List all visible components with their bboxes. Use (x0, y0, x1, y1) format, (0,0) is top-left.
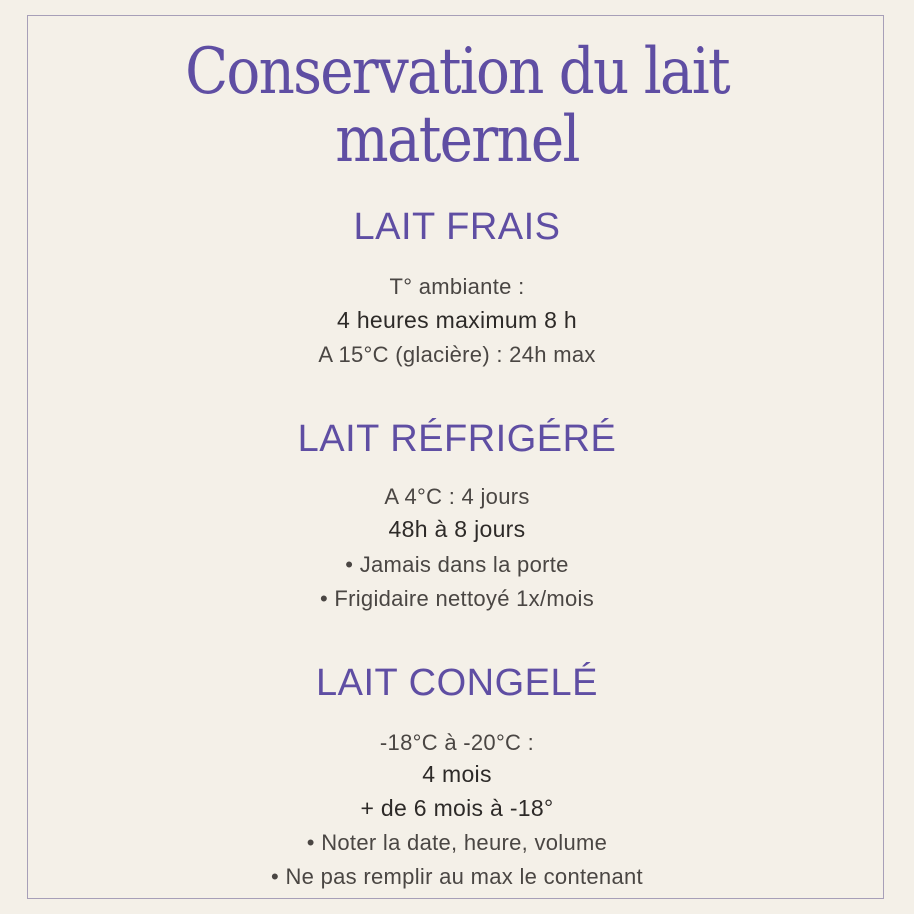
title-line-1: Conservation du lait (185, 35, 729, 109)
section-heading-lait-frais: LAIT FRAIS (353, 206, 561, 248)
section-line-emphasis: 48h à 8 jours (388, 516, 526, 542)
section-line: T° ambiante : (389, 274, 525, 299)
page-title (55, 35, 859, 177)
section-heading-lait-refrigere: LAIT RÉFRIGÉRÉ (297, 418, 617, 460)
section-line: A 4°C : 4 jours (384, 484, 530, 509)
section-line: A 15°C (glacière) : 24h max (318, 342, 596, 367)
section-bullet: • Jamais dans la porte (345, 552, 569, 577)
section-heading-lait-congele: LAIT CONGELÉ (316, 662, 598, 704)
title-line-2: maternel (335, 103, 579, 177)
section-line-emphasis: 4 mois (422, 761, 492, 787)
section-bullet: • Noter la date, heure, volume (306, 830, 608, 855)
section-line: -18°C à -20°C : (379, 730, 535, 755)
section-bullet: • Frigidaire nettoyé 1x/mois (319, 586, 595, 611)
section-line-emphasis: 4 heures maximum 8 h (337, 307, 577, 333)
section-bullet: • Ne pas remplir au max le contenant (271, 864, 643, 889)
section-line-emphasis: + de 6 mois à -18° (360, 795, 554, 821)
